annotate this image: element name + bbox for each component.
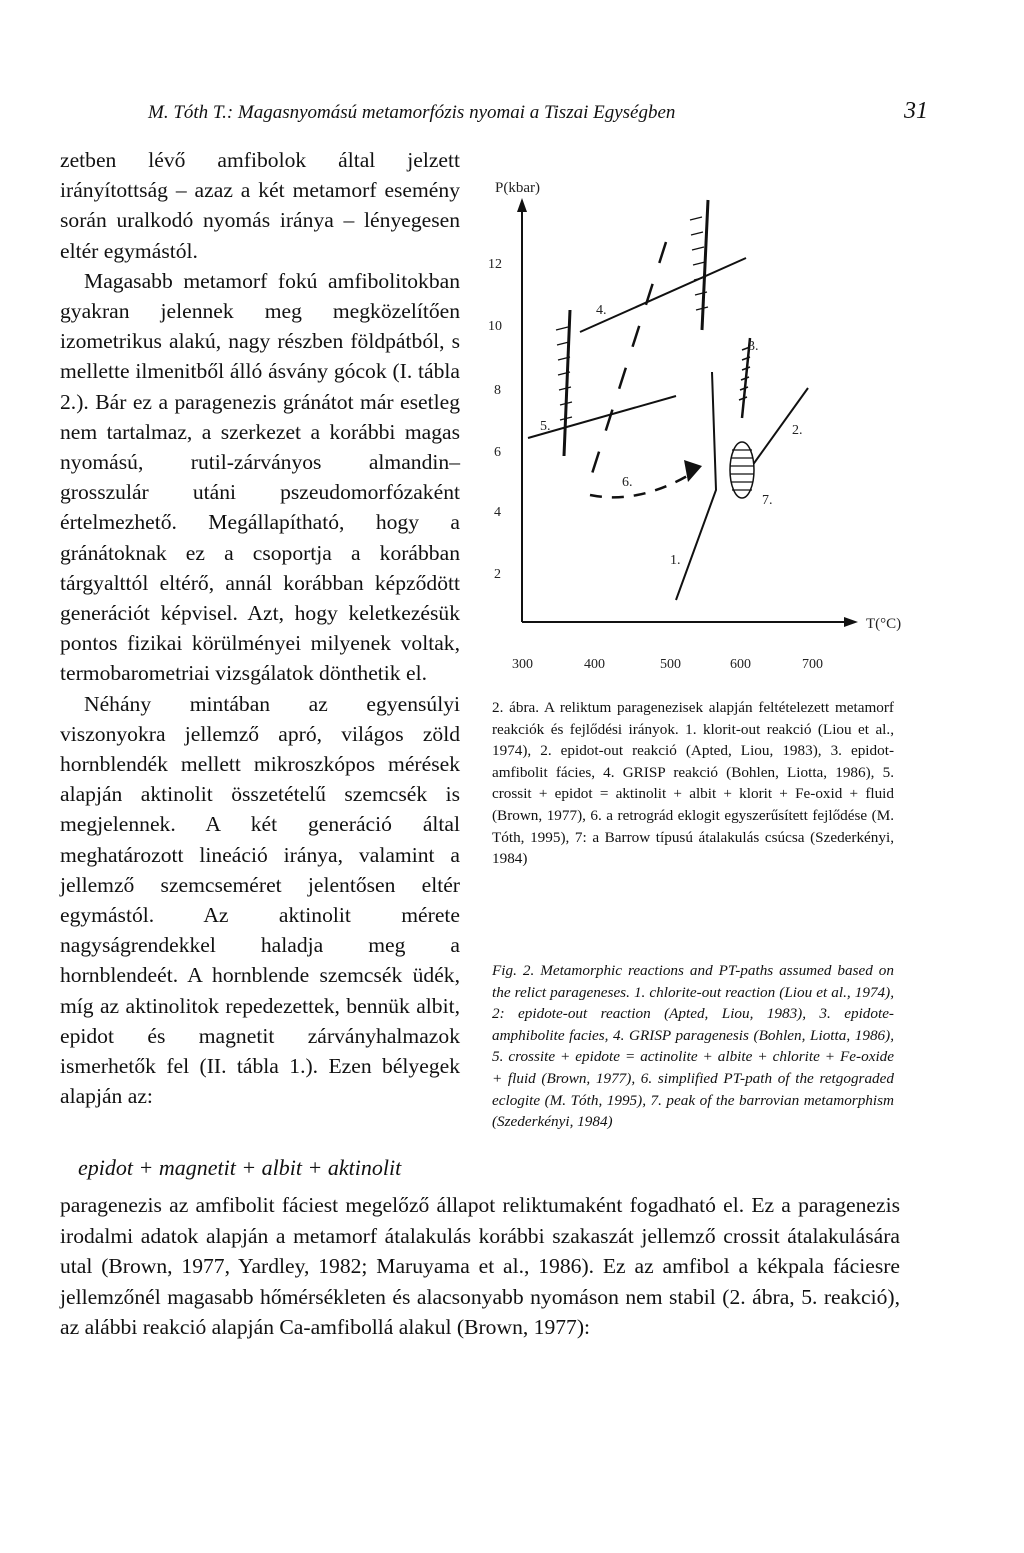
paragraph-1: zetben lévő amfibolok által jelzett irányítottság – azaz a két metamorf esemény során uralkodó nyomás iránya – lényegesen eltér egymástól. <box>60 148 460 263</box>
paragenesis-formula: epidot + magnetit + albit + aktinolit <box>78 1155 402 1180</box>
figure-caption-english: Fig. 2. Metamorphic reactions and PT-paths assumed based on the relict parageneses. 1. chlorite-out reaction (Liou et al., 1974), 2: epidote-out reaction (Apted, Liou, 1983), 3. epidote- amphibolite facies, 4. GRISP paragenesis (Bohlen, Liotta, 1986), 5. crossite + epidote = actinolite + albite + chlorite + Fe-oxide + fluid (Brown, 1977), 6. simplified PT-path of the retgograded eclogite (M. Tóth, 1995), 7. peak of the barrovian metamorphism (Szederkényi, 1984) <box>492 962 894 1131</box>
y-tick-6: 6 <box>494 445 501 460</box>
curve-4-hatch-band <box>702 200 708 330</box>
x-tick-400: 400 <box>584 657 605 672</box>
left-column-text <box>60 145 460 1112</box>
pt-diagram <box>480 160 940 680</box>
paragraph-2: Magasabb metamorf fokú amfibolitokban gyakran jelennek meg megközelítően izometrikus alakú, nagy részben földpátból, s mellette ilmenitből álló ásvány gócok (I. tábla 2.). Bár ez a paragenezis gránátot már esetleg nem tartalmaz, a szerkezet a korábbi magas nyomású, rutil-zárványos almandin–grosszulár utáni pszeudomorfózaként értelmezhető. Megállapítható, hogy a gránátoknak ez a csoportja a korábban tárgyalttól eltérő, annál korábban képződött generációt képvisel. Azt, hogy keletkezésük pontos fizikai körülményei milyenek voltak, termobarometriai vizsgálatok dönthetik el. <box>60 268 460 686</box>
curve-label-6: 6. <box>622 475 633 490</box>
x-tick-300: 300 <box>512 657 533 672</box>
curve-1 <box>676 372 716 600</box>
x-axis-label: T(°C) <box>866 616 902 632</box>
curve-label-1: 1. <box>670 553 681 568</box>
curve-5-hatch-band <box>564 310 570 456</box>
page-number: 31 <box>904 98 928 124</box>
y-tick-10: 10 <box>488 319 502 334</box>
running-title: M. Tóth T.: Magasnyomású metamorfózis nyomai a Tiszai Egységben <box>148 102 676 123</box>
dashed-steep-line <box>590 242 666 480</box>
y-tick-2: 2 <box>494 567 501 582</box>
figure-caption-hungarian: 2. ábra. A reliktum paragenezisek alapján feltételezett metamorf reakciók és fejlődési irányok. 1. klorit-out reakció (Liou et al., 1974), 2. epidot-out reakció (Apted, Liou, 1983), 3. epidot- amfibolit fácies, 4. GRISP reakció (Bohlen, Liotta, 1986), 5. crossit + epidot = aktinolit + albit + klorit + Fe-oxid + fluid (Brown, 1977), 6. a retrográd eklogit egyszerűsített fejlődése (M. Tóth, 1995), 7: a Barrow típusú átalakulás csúcsa (Szederkényi, 1984) <box>492 699 894 868</box>
curve-label-2: 2. <box>792 423 803 438</box>
curve-6 <box>590 472 694 497</box>
x-tick-600: 600 <box>730 657 751 672</box>
paragraph-4: paragenezis az amfibolit fáciest megelőző állapot reliktumaként fogadható el. Ez a paragenezis irodalmi adatok alapján a metamorf átalakulás korábbi szakaszát jellemző crossit átalakulására utal (Brown, 1977, Yardley, 1982; Maruyama et al., 1986). Ez az amfibol a kékpala fáciesre jellemzőnél magasabb hőmérsékleten és alacsonyabb nyomáson nem stabil (2. ábra, 5. reakció), az alábbi reakció alapján Ca-amfibollá alakul (Brown, 1977): <box>60 1193 900 1339</box>
running-header <box>148 96 928 136</box>
curve-label-3: 3. <box>748 339 759 354</box>
y-axis-label: P(kbar) <box>495 180 540 196</box>
bottom-paragraph <box>60 1190 900 1343</box>
curve-label-5: 5. <box>540 419 551 434</box>
x-axis-arrow <box>844 617 858 627</box>
curve-label-4: 4. <box>596 303 607 318</box>
x-tick-700: 700 <box>802 657 823 672</box>
y-tick-12: 12 <box>488 257 502 272</box>
x-tick-500: 500 <box>660 657 681 672</box>
curve-4 <box>580 258 746 332</box>
y-axis-arrow <box>517 198 527 212</box>
y-tick-8: 8 <box>494 383 501 398</box>
curve-label-7: 7. <box>762 493 773 508</box>
y-tick-4: 4 <box>494 505 501 520</box>
curve-6-arrowhead <box>684 460 702 482</box>
paragraph-3: Néhány mintában az egyensúlyi viszonyokra jellemző apró, világos zöld hornblendék mellett mikroszkópos mérések alapján aktinolit összetételű szemcsék is megjelennek. A két generáció által meghatározott lineáció iránya, valamint a jellemző szemcseméret jelentősen eltér egymástól. Az aktinolit mérete nagyságrendekkel haladja meg a hornblendeét. A hornblende szemcsék üdék, míg az aktinolitok repedezettek, bennük albit, epidot és magnetit zárványhalmazok ismerhetők fel (II. tábla 1.). Ezen bélyegek alapján az: <box>60 691 460 1109</box>
